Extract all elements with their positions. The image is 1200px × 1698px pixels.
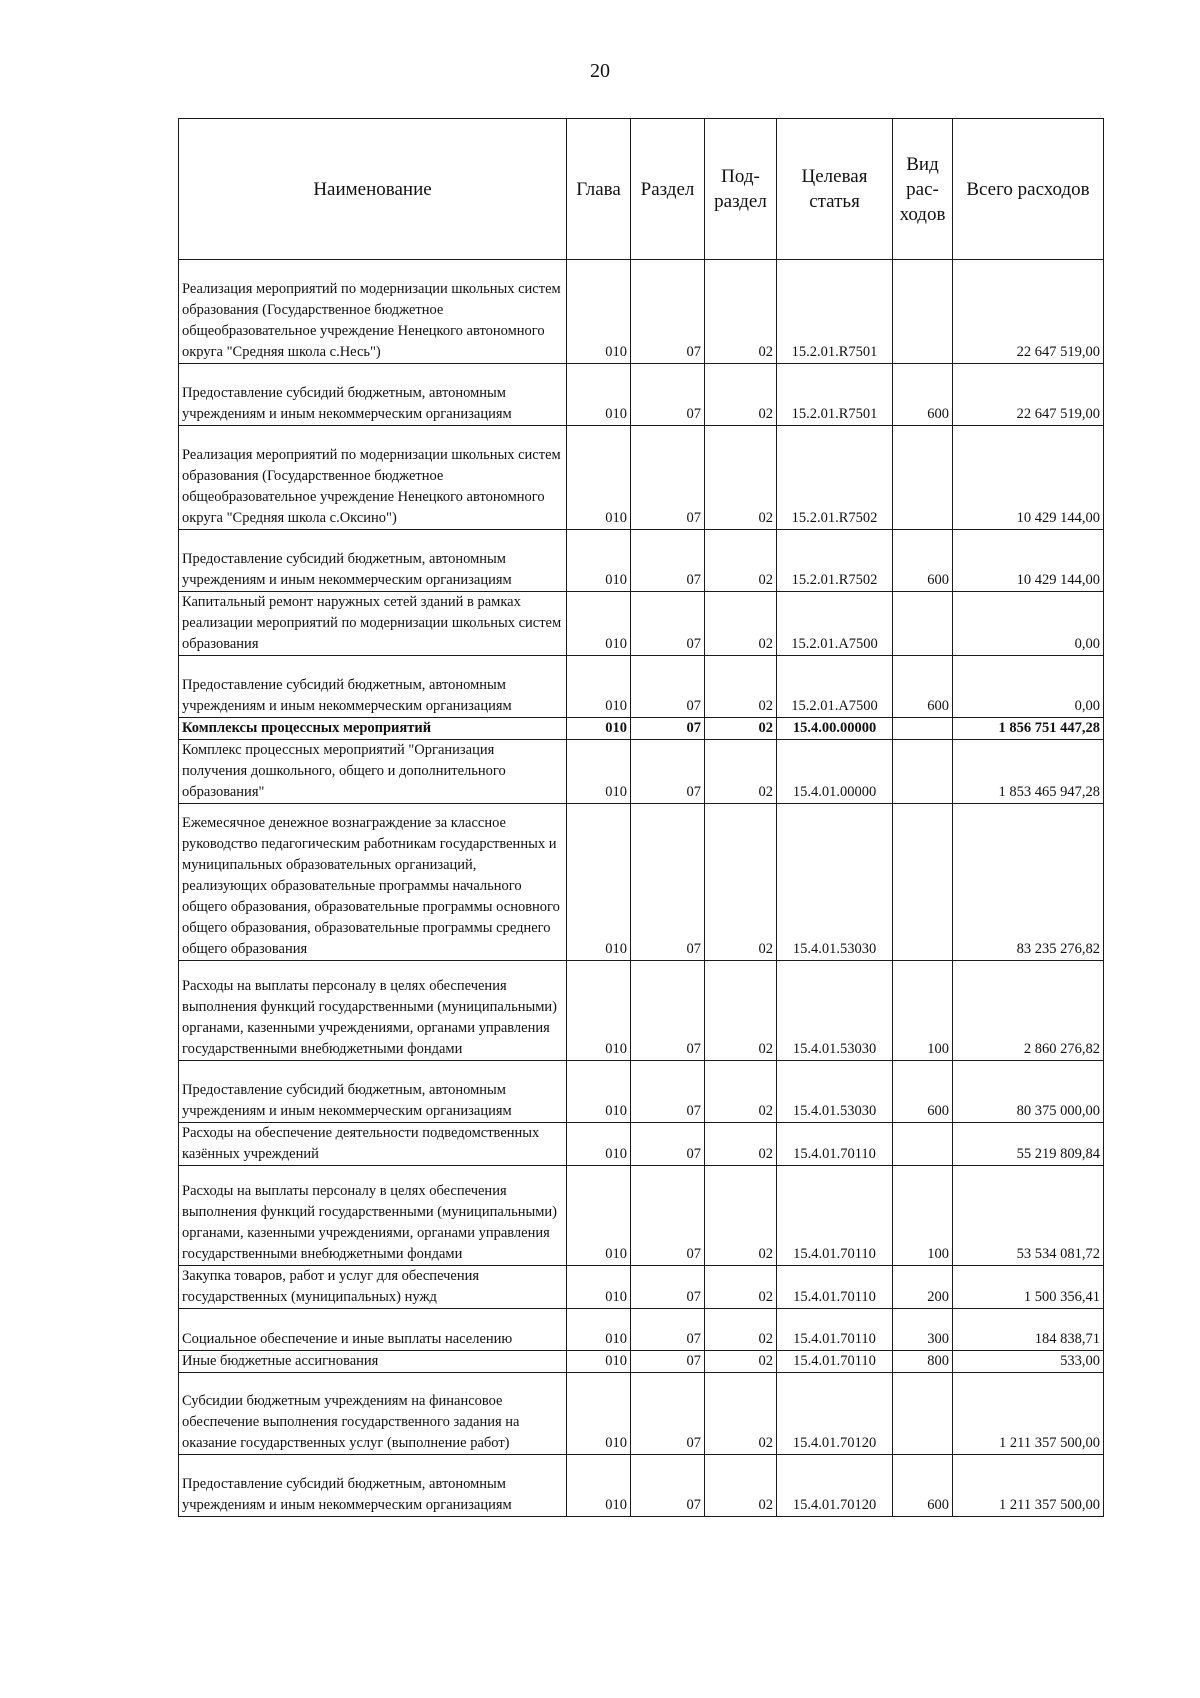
cell-glava: 010 (567, 1061, 631, 1123)
cell-target: 15.4.01.70120 (777, 1455, 893, 1517)
cell-podrazdel: 02 (705, 1166, 777, 1266)
cell-podrazdel: 02 (705, 364, 777, 426)
table-row (179, 1166, 1104, 1266)
cell-podrazdel: 02 (705, 1455, 777, 1517)
cell-vid (893, 804, 953, 961)
cell-target: 15.2.01.A7500 (777, 656, 893, 718)
cell-glava: 010 (567, 656, 631, 718)
cell-total: 10 429 144,00 (953, 530, 1104, 592)
cell-glava: 010 (567, 1123, 631, 1166)
cell-razdel: 07 (631, 718, 705, 740)
cell-razdel: 07 (631, 1373, 705, 1455)
cell-name: Закупка товаров, работ и услуг для обеспечения государственных (муниципальных) нужд (179, 1266, 567, 1309)
cell-vid (893, 592, 953, 656)
cell-razdel: 07 (631, 592, 705, 656)
cell-total: 0,00 (953, 592, 1104, 656)
table-row (179, 718, 1104, 740)
cell-podrazdel: 02 (705, 961, 777, 1061)
cell-glava: 010 (567, 426, 631, 530)
cell-podrazdel: 02 (705, 740, 777, 804)
cell-razdel: 07 (631, 1266, 705, 1309)
cell-vid: 100 (893, 961, 953, 1061)
cell-total: 533,00 (953, 1351, 1104, 1373)
cell-name: Комплекс процессных мероприятий "Организация получения дошкольного, общего и дополнительного образования" (179, 740, 567, 804)
cell-podrazdel: 02 (705, 426, 777, 530)
cell-podrazdel: 02 (705, 1266, 777, 1309)
cell-vid: 600 (893, 364, 953, 426)
table-row (179, 1373, 1104, 1455)
table-row (179, 1061, 1104, 1123)
table-row (179, 426, 1104, 530)
cell-vid (893, 260, 953, 364)
cell-glava: 010 (567, 740, 631, 804)
cell-glava: 010 (567, 804, 631, 961)
cell-total: 0,00 (953, 656, 1104, 718)
cell-name: Ежемесячное денежное вознаграждение за классное руководство педагогическим работникам государственных и муниципальных образовательных организаций, реализующих образовательные программы начального общего образования, образовательные программы основного общего образования, образовательные программы среднего общего образования (179, 804, 567, 961)
cell-podrazdel: 02 (705, 1123, 777, 1166)
cell-target: 15.4.01.53030 (777, 1061, 893, 1123)
cell-razdel: 07 (631, 1455, 705, 1517)
table-row (179, 740, 1104, 804)
cell-total: 53 534 081,72 (953, 1166, 1104, 1266)
cell-glava: 010 (567, 592, 631, 656)
cell-total: 184 838,71 (953, 1309, 1104, 1351)
table-row (179, 592, 1104, 656)
cell-podrazdel: 02 (705, 656, 777, 718)
cell-target: 15.2.01.R7502 (777, 426, 893, 530)
cell-target: 15.4.01.53030 (777, 804, 893, 961)
cell-total: 1 853 465 947,28 (953, 740, 1104, 804)
table-body (179, 260, 1104, 1517)
cell-vid: 600 (893, 656, 953, 718)
cell-razdel: 07 (631, 530, 705, 592)
cell-glava: 010 (567, 1373, 631, 1455)
cell-total: 1 211 357 500,00 (953, 1373, 1104, 1455)
cell-name: Субсидии бюджетным учреждениям на финансовое обеспечение выполнения государственного задания на оказание государственных услуг (выполнение работ) (179, 1373, 567, 1455)
cell-glava: 010 (567, 1455, 631, 1517)
cell-name: Расходы на выплаты персоналу в целях обеспечения выполнения функций государственными (муниципальными) органами, казенными учреждениями, органами управления государственными внебюджетными фондами (179, 1166, 567, 1266)
cell-name: Иные бюджетные ассигнования (179, 1351, 567, 1373)
cell-total: 22 647 519,00 (953, 364, 1104, 426)
cell-glava: 010 (567, 718, 631, 740)
cell-razdel: 07 (631, 1309, 705, 1351)
cell-podrazdel: 02 (705, 718, 777, 740)
cell-total: 22 647 519,00 (953, 260, 1104, 364)
table-row (179, 1309, 1104, 1351)
cell-name: Социальное обеспечение и иные выплаты населению (179, 1309, 567, 1351)
cell-vid (893, 1123, 953, 1166)
cell-razdel: 07 (631, 740, 705, 804)
cell-target: 15.4.01.00000 (777, 740, 893, 804)
cell-vid (893, 740, 953, 804)
cell-vid (893, 1373, 953, 1455)
header-name: Наименование (179, 119, 567, 260)
cell-target: 15.2.01.R7502 (777, 530, 893, 592)
cell-total: 83 235 276,82 (953, 804, 1104, 961)
cell-target: 15.4.01.70110 (777, 1266, 893, 1309)
header-target: Целевая статья (777, 119, 893, 260)
table-row (179, 364, 1104, 426)
cell-total: 2 860 276,82 (953, 961, 1104, 1061)
cell-name: Предоставление субсидий бюджетным, автономным учреждениям и иным некоммерческим организациям (179, 1061, 567, 1123)
cell-name: Предоставление субсидий бюджетным, автономным учреждениям и иным некоммерческим организациям (179, 364, 567, 426)
cell-glava: 010 (567, 961, 631, 1061)
table-row (179, 1266, 1104, 1309)
cell-target: 15.4.00.00000 (777, 718, 893, 740)
cell-target: 15.4.01.70110 (777, 1123, 893, 1166)
header-razdel: Раздел (631, 119, 705, 260)
table-row (179, 1351, 1104, 1373)
cell-razdel: 07 (631, 804, 705, 961)
table-row (179, 961, 1104, 1061)
header-total: Всего расходов (953, 119, 1104, 260)
cell-target: 15.2.01.R7501 (777, 260, 893, 364)
cell-target: 15.4.01.70110 (777, 1309, 893, 1351)
cell-target: 15.2.01.R7501 (777, 364, 893, 426)
cell-total: 1 211 357 500,00 (953, 1455, 1104, 1517)
cell-target: 15.4.01.70120 (777, 1373, 893, 1455)
header-vid: Вид рас-ходов (893, 119, 953, 260)
cell-target: 15.4.01.70110 (777, 1351, 893, 1373)
cell-razdel: 07 (631, 1061, 705, 1123)
cell-glava: 010 (567, 1351, 631, 1373)
cell-name: Реализация мероприятий по модернизации школьных систем образования (Государственное бюджетное общеобразовательное учреждение Ненецкого автономного округа "Средняя школа с.Оксино") (179, 426, 567, 530)
cell-podrazdel: 02 (705, 804, 777, 961)
table-header-row (179, 119, 1104, 260)
cell-name: Комплексы процессных мероприятий (179, 718, 567, 740)
cell-vid (893, 426, 953, 530)
cell-razdel: 07 (631, 961, 705, 1061)
cell-name: Предоставление субсидий бюджетным, автономным учреждениям и иным некоммерческим организациям (179, 656, 567, 718)
cell-podrazdel: 02 (705, 1351, 777, 1373)
cell-name: Предоставление субсидий бюджетным, автономным учреждениям и иным некоммерческим организациям (179, 530, 567, 592)
cell-vid: 100 (893, 1166, 953, 1266)
cell-target: 15.4.01.53030 (777, 961, 893, 1061)
cell-vid: 600 (893, 530, 953, 592)
cell-vid: 200 (893, 1266, 953, 1309)
cell-total: 1 856 751 447,28 (953, 718, 1104, 740)
cell-razdel: 07 (631, 260, 705, 364)
page-number: 20 (590, 60, 610, 82)
cell-razdel: 07 (631, 426, 705, 530)
header-podrazdel: Под-раздел (705, 119, 777, 260)
cell-podrazdel: 02 (705, 530, 777, 592)
cell-podrazdel: 02 (705, 1309, 777, 1351)
cell-podrazdel: 02 (705, 1373, 777, 1455)
cell-razdel: 07 (631, 1166, 705, 1266)
cell-total: 1 500 356,41 (953, 1266, 1104, 1309)
cell-vid: 600 (893, 1061, 953, 1123)
cell-name: Капитальный ремонт наружных сетей зданий в рамках реализации мероприятий по модернизации школьных систем образования (179, 592, 567, 656)
table-row (179, 530, 1104, 592)
cell-podrazdel: 02 (705, 1061, 777, 1123)
cell-total: 10 429 144,00 (953, 426, 1104, 530)
cell-vid: 600 (893, 1455, 953, 1517)
cell-glava: 010 (567, 530, 631, 592)
cell-vid (893, 718, 953, 740)
cell-glava: 010 (567, 260, 631, 364)
cell-total: 80 375 000,00 (953, 1061, 1104, 1123)
budget-table (178, 118, 1104, 1517)
cell-name: Расходы на обеспечение деятельности подведомственных казённых учреждений (179, 1123, 567, 1166)
header-glava: Глава (567, 119, 631, 260)
table-row (179, 804, 1104, 961)
cell-vid: 300 (893, 1309, 953, 1351)
cell-name: Предоставление субсидий бюджетным, автономным учреждениям и иным некоммерческим организациям (179, 1455, 567, 1517)
cell-razdel: 07 (631, 364, 705, 426)
cell-podrazdel: 02 (705, 260, 777, 364)
table-row (179, 656, 1104, 718)
cell-razdel: 07 (631, 1351, 705, 1373)
cell-target: 15.4.01.70110 (777, 1166, 893, 1266)
cell-razdel: 07 (631, 656, 705, 718)
cell-name: Реализация мероприятий по модернизации школьных систем образования (Государственное бюджетное общеобразовательное учреждение Ненецкого автономного округа "Средняя школа с.Несь") (179, 260, 567, 364)
cell-total: 55 219 809,84 (953, 1123, 1104, 1166)
cell-vid: 800 (893, 1351, 953, 1373)
table-row (179, 1123, 1104, 1166)
table-row (179, 260, 1104, 364)
cell-glava: 010 (567, 364, 631, 426)
cell-razdel: 07 (631, 1123, 705, 1166)
cell-glava: 010 (567, 1166, 631, 1266)
cell-glava: 010 (567, 1266, 631, 1309)
cell-podrazdel: 02 (705, 592, 777, 656)
table-row (179, 1455, 1104, 1517)
cell-glava: 010 (567, 1309, 631, 1351)
cell-name: Расходы на выплаты персоналу в целях обеспечения выполнения функций государственными (муниципальными) органами, казенными учреждениями, органами управления государственными внебюджетными фондами (179, 961, 567, 1061)
cell-target: 15.2.01.A7500 (777, 592, 893, 656)
